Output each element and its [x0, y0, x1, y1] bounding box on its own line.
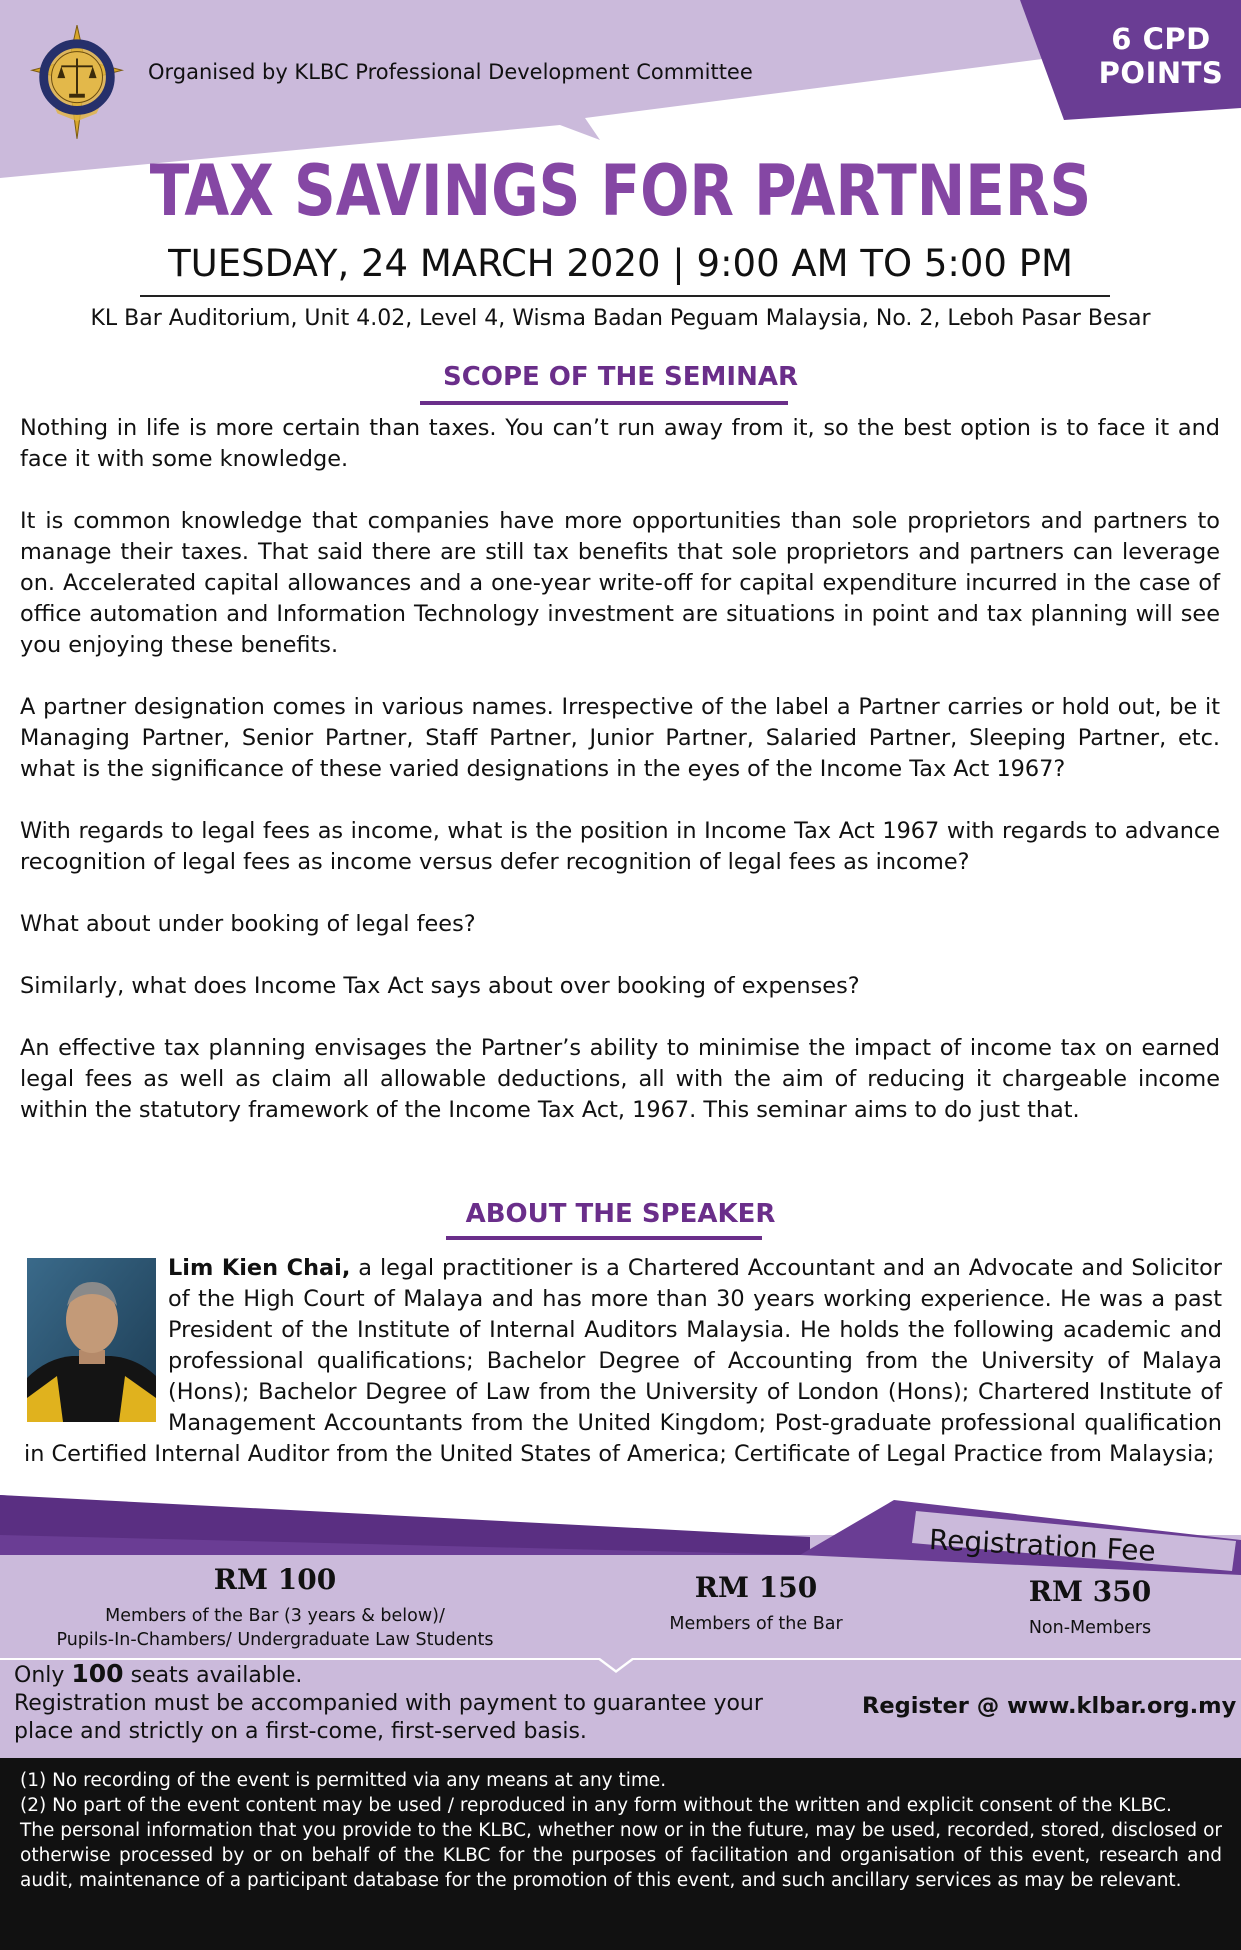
- scope-heading-underline: [420, 401, 788, 405]
- fee-amount: RM 100: [213, 1563, 337, 1596]
- seats-note: Registration must be accompanied with payment to guarantee your place and strictly on a first-come, first-served basis.: [14, 1691, 763, 1744]
- fee-description: Non-Members: [1028, 1618, 1152, 1638]
- scope-paragraph: Similarly, what does Income Tax Act says about over booking of expenses?: [20, 973, 860, 999]
- cpd-points-badge: [1091, 22, 1231, 90]
- footer-text: [20, 1768, 1222, 1893]
- fee-description: Members of the Bar: [669, 1614, 843, 1634]
- scope-paragraph: With regards to legal fees as income, what is the position in Income Tax Act 1967 with regards to advance recognition of legal fees as income versus defer recognition of legal fees as income?: [20, 818, 1220, 875]
- fee-tier: [616, 1571, 896, 1636]
- scope-paragraph: An effective tax planning envisages the Partner’s ability to minimise the impact of income tax on earned legal fees as well as claim all allowable deductions, all with the aim of reducing it chargeable income within the statutory framework of the Income Tax Act, 1967. This seminar aims to do just that.: [20, 1035, 1220, 1123]
- speaker-bio-text: a legal practitioner is a Chartered Accountant and an Advocate and Solicitor of the High Court of Malaya and has more than 30 years working experience. He was a past President of the Institute of Internal Auditors Malaysia. He holds the following academic and professional qualifications; Bachelor Degree of Accounting from the University of Malaya (Hons); Bachelor Degree of Law from the University of London (Hons); Chartered Institute of Management Accountants from the United Kingdom; Post-graduate professional qualification in Certified Internal Auditor from the United States of America; Certificate of Legal Practice from Malaysia;: [24, 1255, 1222, 1467]
- speaker-heading: ABOUT THE SPEAKER: [465, 1199, 776, 1229]
- event-datetime: TUESDAY, 24 MARCH 2020 | 9:00 AM TO 5:00 PM: [168, 242, 1073, 285]
- seats-info: [14, 1660, 814, 1746]
- scope-paragraph: A partner designation comes in various names. Irrespective of the label a Partner carries or hold out, be it Managing Partner, Senior Partner, Staff Partner, Junior Partner, Salaried Partner, Sleeping Partner, etc. what is the significance of these varied designations in the eyes of the Income Tax Act 1967?: [20, 694, 1220, 782]
- fee-amount: RM 350: [1028, 1575, 1152, 1608]
- klbc-seal-icon: [28, 22, 126, 142]
- speaker-bio: [24, 1253, 1222, 1470]
- fee-description: Members of the Bar (3 years & below)/: [105, 1606, 445, 1626]
- fee-amount: RM 150: [694, 1571, 818, 1604]
- scope-body: [20, 413, 1220, 1157]
- cpd-label: POINTS: [1098, 56, 1224, 90]
- klbc-logo: [28, 22, 126, 142]
- speaker-name: Lim Kien Chai,: [168, 1255, 351, 1281]
- speaker-portrait-icon: [27, 1258, 156, 1422]
- footer-disclaimer: [0, 1758, 1241, 1950]
- fee-tier: [960, 1575, 1220, 1640]
- fee-tier: [30, 1563, 520, 1652]
- scope-paragraph: Nothing in life is more certain than taxes. You can’t run away from it, so the best option is to face it and face it with some knowledge.: [20, 415, 1220, 472]
- register-link[interactable]: Register @ www.klbar.org.my: [862, 1693, 1237, 1719]
- footer-line: The personal information that you provide to the KLBC, whether now or in the future, may be used, recorded, stored, disclosed or otherwise processed by or on behalf of the KLBC for the purposes of facilitation and organisation of this event, research and audit, maintenance of a participant database for the promotion of this event, and such ancillary services as may be relevant.: [20, 1820, 1222, 1891]
- seats-suffix: seats available.: [123, 1663, 303, 1688]
- title-divider: [140, 295, 1110, 297]
- event-title: TAX SAVINGS FOR PARTNERS: [149, 150, 1092, 232]
- registration-fee-label: Registration Fee: [928, 1523, 1157, 1568]
- scope-paragraph: What about under booking of legal fees?: [20, 911, 476, 937]
- footer-line: (2) No part of the event content may be used / reproduced in any form without the written and explicit consent of the KLBC.: [20, 1795, 1172, 1816]
- cpd-count: 6 CPD: [1111, 22, 1211, 56]
- fee-description: Pupils-In-Chambers/ Undergraduate Law Students: [56, 1630, 494, 1650]
- scope-heading: SCOPE OF THE SEMINAR: [443, 362, 798, 392]
- speaker-photo: [27, 1258, 156, 1422]
- seats-count: 100: [71, 1659, 124, 1688]
- seats-line: [14, 1660, 814, 1690]
- footer-line: (1) No recording of the event is permitted via any means at any time.: [20, 1770, 667, 1791]
- event-venue: KL Bar Auditorium, Unit 4.02, Level 4, Wisma Badan Peguam Malaysia, No. 2, Leboh Pasar Besar: [90, 306, 1151, 331]
- scope-paragraph: It is common knowledge that companies have more opportunities than sole proprietors and partners to manage their taxes. That said there are still tax benefits that sole proprietors and partners can leverage on. Accelerated capital allowances and a one-year write-off for capital expenditure incurred in the case of office automation and Information Technology investment are situations in point and tax planning will see you enjoying these benefits.: [20, 508, 1220, 658]
- organiser-text: Organised by KLBC Professional Development Committee: [148, 60, 753, 84]
- speaker-heading-underline: [446, 1236, 762, 1240]
- seats-prefix: Only: [14, 1663, 72, 1688]
